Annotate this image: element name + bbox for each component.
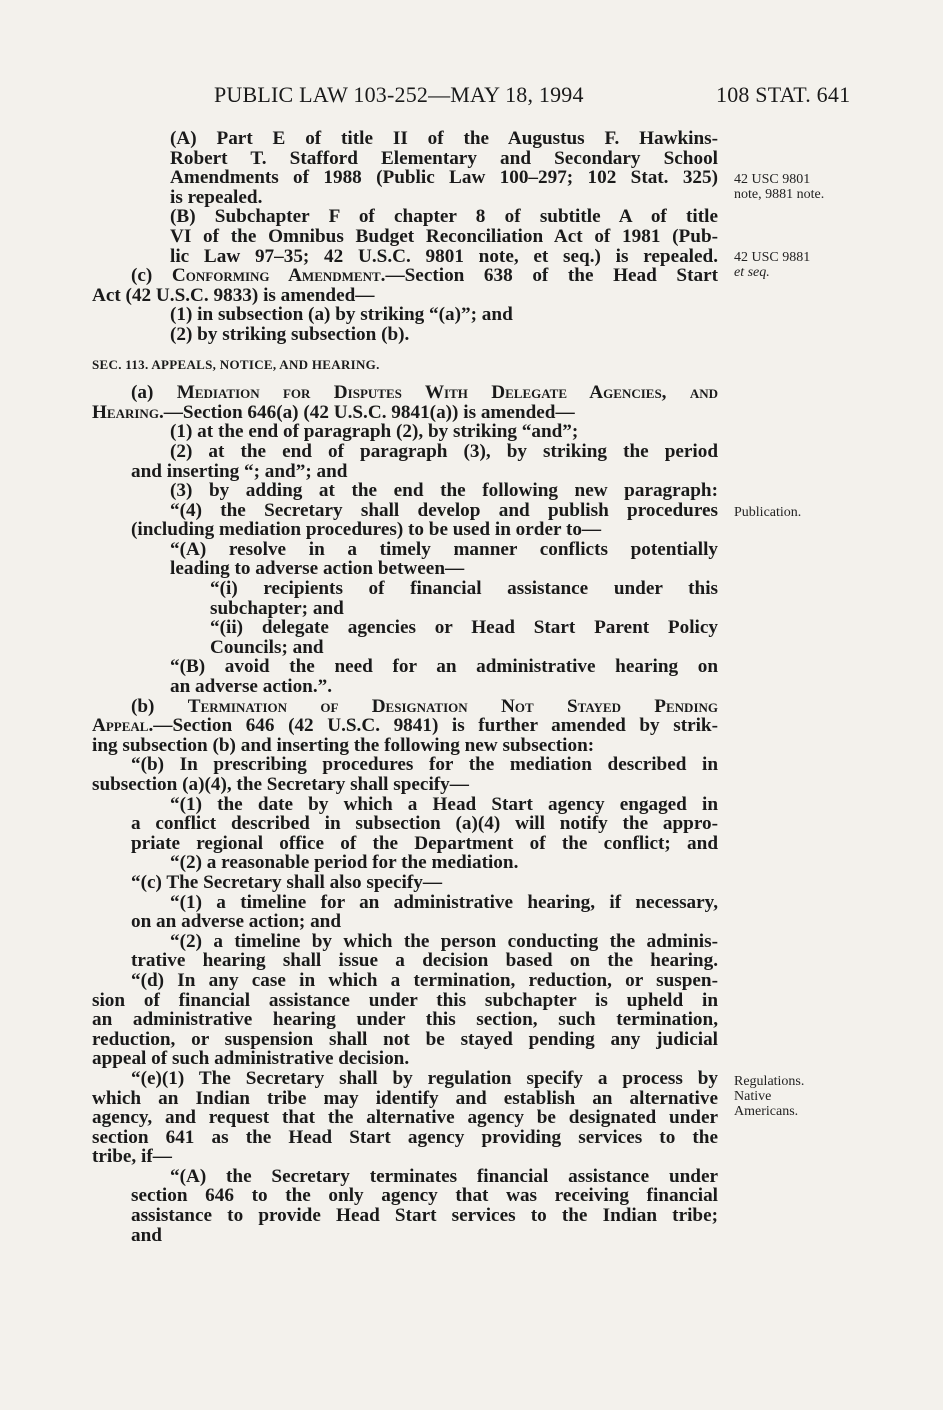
text-line: (2) by striking subsection (b). xyxy=(170,323,410,345)
text-line: (1) in subsection (a) by striking “(a)”; and xyxy=(170,304,513,326)
subsection-heading: Mediation for Disputes With Delegate Agencies, and xyxy=(176,382,719,404)
text-line: section 646 to the only agency that was receiving financial xyxy=(131,1185,718,1207)
text-line: a conflict described in subsection (a)(4) will notify the appro- xyxy=(131,813,718,835)
margin-note-usc-9801 xyxy=(734,172,824,202)
text-line: “(A) resolve in a timely manner conflicts potentially xyxy=(170,538,718,560)
text-line: “(b) In prescribing procedures for the mediation described in xyxy=(131,754,718,776)
text-line: “(d) In any case in which a termination, reduction, or suspen- xyxy=(131,969,718,991)
margin-note-line: et seq. xyxy=(734,265,770,280)
text-line: (2) at the end of paragraph (3), by striking the period xyxy=(170,440,718,462)
text-line: an adverse action.”. xyxy=(170,676,333,698)
text-fragment: (c) xyxy=(131,265,172,287)
subsection-heading: Termination of Designation Not Stayed Pending xyxy=(187,695,719,717)
text-line: subsection (a)(4), the Secretary shall specify— xyxy=(92,774,469,795)
text-line: subchapter; and xyxy=(210,597,344,619)
text-line: “(B) avoid the need for an administrative hearing on xyxy=(170,656,718,678)
text-line: and inserting “; and”; and xyxy=(131,460,348,482)
text-line: is repealed. xyxy=(170,186,263,208)
text-line: sion of financial assistance under this subchapter is upheld in xyxy=(92,989,718,1011)
text-line: ing subsection (b) and inserting the following new subsection: xyxy=(92,734,595,756)
text-line: and xyxy=(131,1224,162,1246)
text-line: which an Indian tribe may identify and establish an alternative xyxy=(92,1087,718,1109)
text-fragment: .—Section 638 of the Head Start xyxy=(380,265,718,287)
page-header-stat-reference: 108 STAT. 641 xyxy=(716,82,851,107)
margin-note-line: 42 USC 9881 xyxy=(734,250,811,265)
text-line: leading to adverse action between— xyxy=(170,558,465,580)
text-line xyxy=(92,266,718,286)
margin-note-line: note, 9881 note. xyxy=(734,187,825,202)
text-line xyxy=(92,697,718,717)
text-line: “(1) the date by which a Head Start agency engaged in xyxy=(170,793,718,815)
text-line: “(i) recipients of financial assistance under this xyxy=(210,578,718,600)
text-line: reduction, or suspension shall not be stayed pending any judicial xyxy=(92,1028,718,1050)
margin-note-line: Native xyxy=(734,1089,772,1104)
text-line: tribe, if— xyxy=(92,1146,172,1168)
subsection-heading: Appeal xyxy=(92,715,149,737)
text-line: Robert T. Stafford Elementary and Secondary School xyxy=(170,147,718,169)
text-line: “(2) a reasonable period for the mediation. xyxy=(170,852,519,874)
spacer xyxy=(92,345,718,355)
text-line: appeal of such administrative decision. xyxy=(92,1048,410,1070)
text-fragment: (a) xyxy=(131,382,177,404)
text-line: Act (42 U.S.C. 9833) is amended— xyxy=(92,284,375,306)
text-line: agency, and request that the alternative agency be designated under xyxy=(92,1107,718,1129)
text-line: lic Law 97–35; 42 U.S.C. 9801 note, et seq.) is repealed. xyxy=(170,245,718,267)
text-line: “(4) the Secretary shall develop and publish procedures xyxy=(170,499,718,521)
margin-note-line: Publication. xyxy=(734,505,802,520)
text-fragment: .—Section 646(a) (42 U.S.C. 9841(a)) is amended— xyxy=(158,401,575,423)
text-line: “(e)(1) The Secretary shall by regulation specify a process by xyxy=(131,1067,718,1089)
text-line: Amendments of 1988 (Public Law 100–297; 102 Stat. 325) xyxy=(170,167,718,189)
text-line: (A) Part E of title II of the Augustus F. Hawkins- xyxy=(170,128,718,149)
text-line: assistance to provide Head Start services to the Indian tribe; xyxy=(131,1205,718,1227)
text-line: “(A) the Secretary terminates financial assistance under xyxy=(170,1165,718,1187)
text-line: section 641 as the Head Start agency providing services to the xyxy=(92,1126,718,1148)
subsection-heading: Hearing xyxy=(92,401,159,423)
margin-note-usc-9881 xyxy=(734,250,810,280)
text-line: Councils; and xyxy=(210,636,324,658)
text-line: trative hearing shall issue a decision based on the hearing. xyxy=(131,950,718,972)
text-line: “(ii) delegate agencies or Head Start Parent Policy xyxy=(210,617,718,639)
text-line: VI of the Omnibus Budget Reconciliation Act of 1981 (Pub- xyxy=(170,225,718,247)
text-line: “(c) The Secretary shall also specify— xyxy=(131,871,443,893)
text-line xyxy=(92,383,718,403)
text-fragment: .—Section 646 (42 U.S.C. 9841) is further amended by strik- xyxy=(148,715,718,737)
margin-note-line: 42 USC 9801 xyxy=(734,172,811,187)
subsection-heading: Conforming Amendment xyxy=(171,265,381,287)
text-line: (including mediation procedures) to be used in order to— xyxy=(131,519,602,541)
text-line xyxy=(92,716,718,736)
margin-note-publication xyxy=(734,505,801,520)
text-fragment: (b) xyxy=(131,695,188,717)
margin-note-regulations xyxy=(734,1074,804,1119)
section-heading: SEC. 113. APPEALS, NOTICE, AND HEARING. xyxy=(92,356,380,372)
text-line: an administrative hearing under this section, such termination, xyxy=(92,1009,718,1031)
margin-note-line: Americans. xyxy=(734,1104,799,1119)
text-line: (3) by adding at the end the following new paragraph: xyxy=(170,480,718,502)
text-line xyxy=(92,403,718,423)
text-line: “(1) a timeline for an administrative hearing, if necessary, xyxy=(170,891,718,913)
text-line: “(2) a timeline by which the person conducting the adminis- xyxy=(170,930,718,952)
margin-note-line: Regulations. xyxy=(734,1074,805,1089)
text-line: priate regional office of the Department of the conflict; and xyxy=(131,832,718,854)
body-text xyxy=(92,129,718,1245)
page-header-title: PUBLIC LAW 103-252—MAY 18, 1994 xyxy=(214,82,584,107)
text-line: on an adverse action; and xyxy=(131,911,342,933)
text-line: (1) at the end of paragraph (2), by striking “and”; xyxy=(170,421,579,443)
text-line: (B) Subchapter F of chapter 8 of subtitle A of title xyxy=(170,206,718,228)
